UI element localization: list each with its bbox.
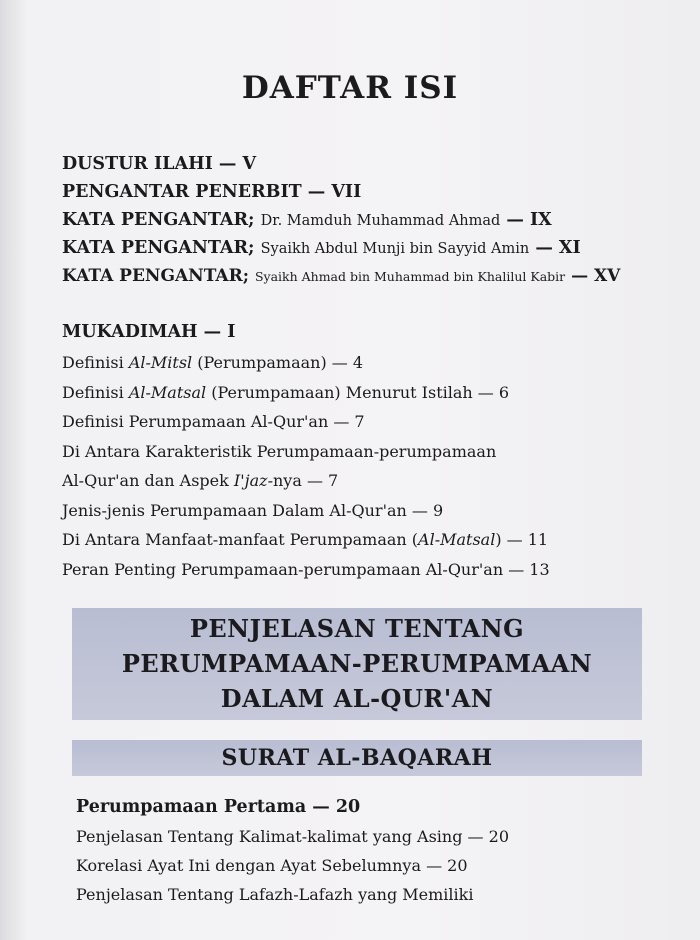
toc-entry-page: — XV [571, 266, 621, 286]
toc-item: Al-Qur'an dan Aspek I'jaz-nya — 7 [62, 471, 339, 490]
toc-entry [62, 178, 680, 206]
section-banner-line: PENJELASAN TENTANG [189, 614, 525, 643]
toc-entry-author: Dr. Mamduh Muhammad Ahmad [260, 213, 501, 229]
toc-entry [62, 234, 680, 262]
mukadimah-section [62, 316, 680, 584]
section-heading: MUKADIMAH — I [62, 322, 236, 342]
toc-entry-label: PENGANTAR PENERBIT [62, 182, 302, 202]
chapter-heading: Perumpamaan Pertama — 20 [76, 797, 361, 817]
toc-item: Di Antara Karakteristik Perumpamaan-perumpamaan [62, 441, 497, 461]
toc-item: Definisi Al-Mitsl (Perumpamaan) — 4 [62, 353, 364, 372]
toc-entry-author: Syaikh Ahmad bin Muhammad bin Khalilul Kabir [254, 269, 566, 284]
toc-entry-label: KATA PENGANTAR; [62, 238, 255, 258]
chapter-section [76, 792, 680, 909]
toc-entry-label: KATA PENGANTAR; [62, 210, 255, 230]
toc-item: Jenis-jenis Perumpamaan Dalam Al-Qur'an — 9 [62, 500, 444, 520]
toc-entry [62, 150, 680, 178]
toc-entry-page: — V [218, 154, 257, 174]
section-banner [72, 608, 642, 720]
toc-item: Peran Penting Perumpamaan-perumpamaan Al-Qur'an — 13 [62, 559, 550, 579]
toc-item: Korelasi Ayat Ini dengan Ayat Sebelumnya — 20 [76, 856, 468, 875]
surah-banner: SURAT AL-BAQARAH [72, 740, 642, 776]
toc-entry-page: — XI [535, 238, 581, 258]
toc-item: Penjelasan Tentang Kalimat-kalimat yang Asing — 20 [76, 827, 509, 846]
toc-entry [62, 262, 680, 290]
toc-entry-label: KATA PENGANTAR; [62, 266, 250, 286]
toc-entry-page: — IX [506, 210, 552, 230]
toc-item: Penjelasan Tentang Lafazh-Lafazh yang Memiliki [76, 885, 474, 904]
toc-entry-page: — VII [307, 182, 362, 202]
toc-entry-author: Syaikh Abdul Munji bin Sayyid Amin [260, 241, 530, 257]
toc-item: Definisi Perumpamaan Al-Qur'an — 7 [62, 412, 365, 431]
section-banner-line: PERUMPAMAAN-PERUMPAMAAN [121, 649, 593, 678]
section-banner-line: DALAM AL-QUR'AN [220, 684, 494, 713]
toc-item: Di Antara Manfaat-manfaat Perumpamaan (Al-Matsal) — 11 [62, 530, 549, 549]
toc-entry [62, 206, 680, 234]
page-title: DAFTAR ISI [241, 70, 459, 106]
toc-entry-label: DUSTUR ILAHI [62, 154, 213, 174]
front-matter-list [62, 150, 680, 290]
toc-item: Definisi Al-Matsal (Perumpamaan) Menurut Istilah — 6 [62, 382, 510, 402]
